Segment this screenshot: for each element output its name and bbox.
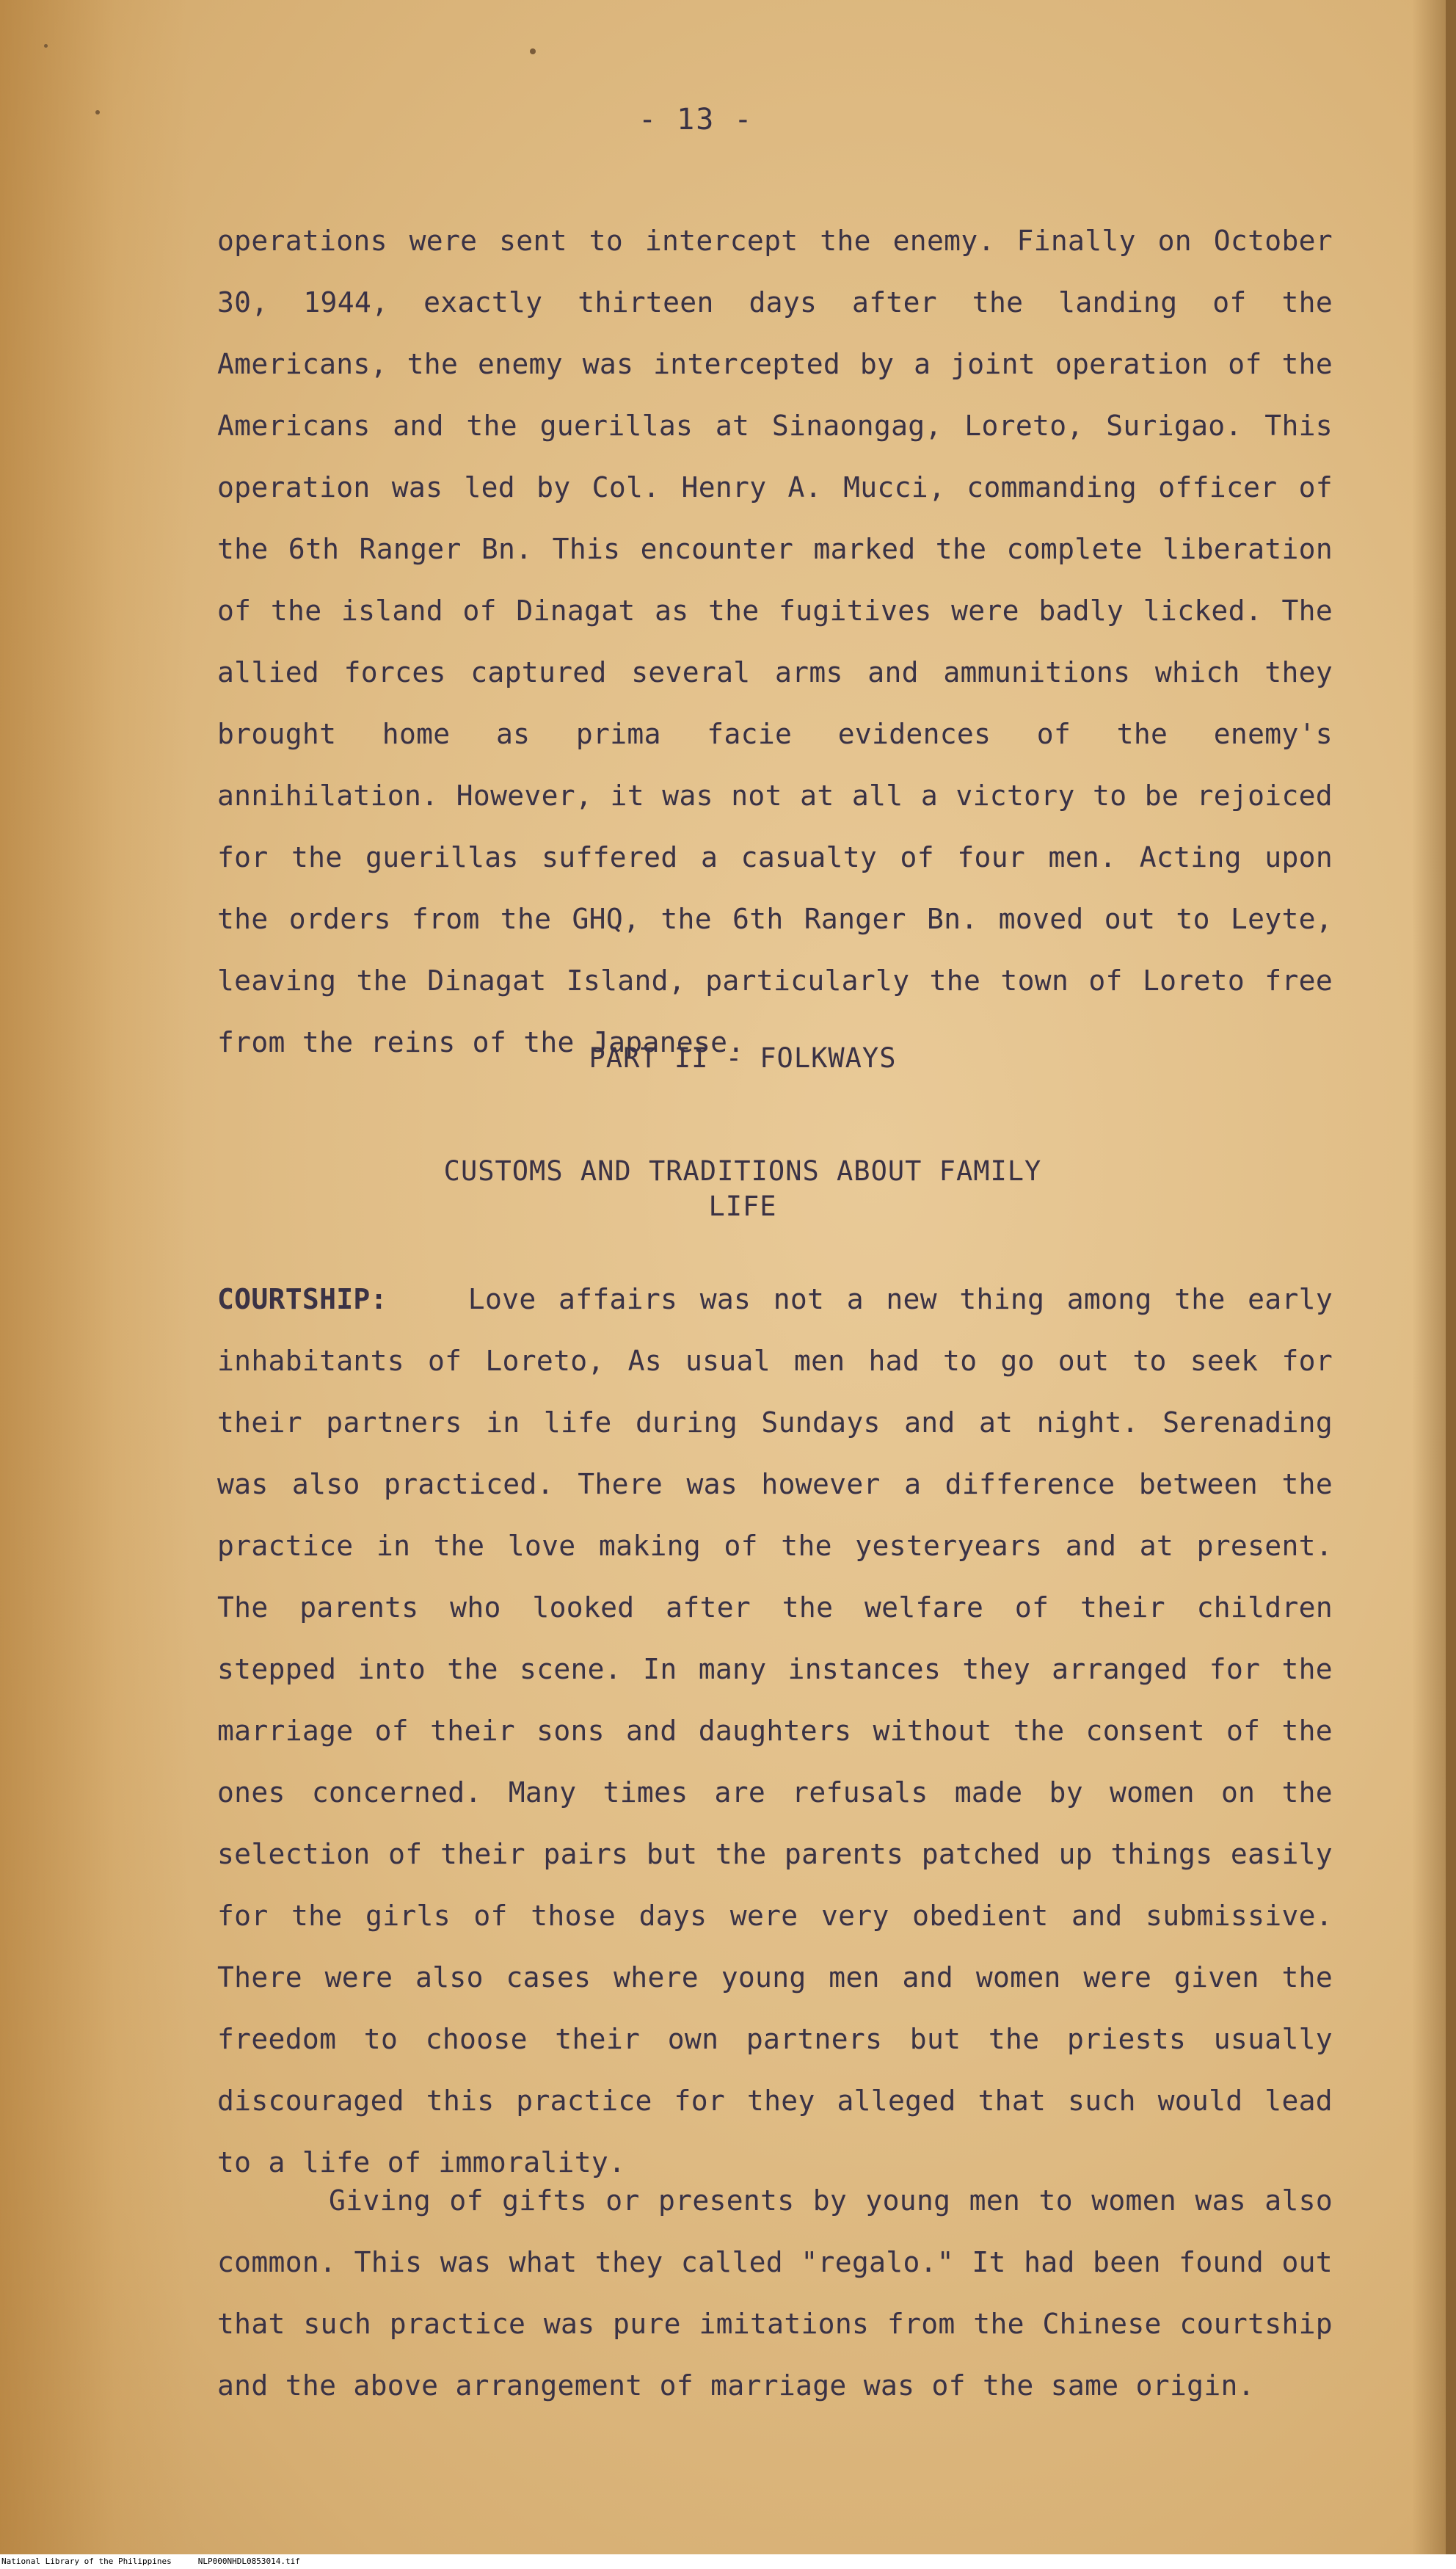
paper-speck [44,44,48,48]
section-heading-line-1: CUSTOMS AND TRADITIONS ABOUT FAMILY [443,1155,1042,1187]
page-number: - 13 - [638,103,754,137]
paragraph-gifts: Giving of gifts or presents by young men to women was also common. This was what they called "regalo." It had been found out that such practice was pure imitations from the Chinese courtship and the above arrangement of marriage was of the same origin. [217,2184,1333,2402]
footer-file-id: NLP000NHDL0853014.tif [197,2557,300,2566]
paper-speck [95,110,100,115]
page-edge [1446,0,1456,2554]
paragraph-courtship [217,1268,1333,2193]
footer-library: National Library of the Philippines [1,2557,172,2566]
courtship-label: COURTSHIP: [217,1283,387,1315]
page-shadow-left [0,0,191,2554]
courtship-text: Love affairs was not a new thing among the early inhabitants of Loreto, As usual men had to go out to seek for their partners in life during Sundays and at night. Serenading was also practiced. There was however a difference between the practice in the love making of the yesteryears and at present. The parents who looked after the welfare of their children stepped into the scene. In many instances they arranged for the marriage of their sons and daughters without the consent of the ones concerned. Many times are refusals made by women on the selection of their pairs but the parents patched up things easily for the girls of those days were very obedient and submissive. There were also cases where young men and women were given the freedom to choose their own partners but the priests usually discouraged this practice for they alleged that such would lead to a life of immorality. [217,1283,1333,2179]
section-heading-line-2: LIFE [708,1191,777,1222]
section-heading [0,1154,1456,1224]
part-heading: PART II - FOLKWAYS [589,1042,897,1074]
scan-footer [0,2554,1456,2569]
paper-speck [530,48,536,54]
paragraph-liberation: operations were sent to intercept the enemy. Finally on October 30, 1944, exactly thirteen days after the landing of the Americans, the enemy was intercepted by a joint operation of the Americans and the guerillas at Sinaongag, Loreto, Surigao. This operation was led by Col. Henry A. Mucci, commanding officer of the 6th Ranger Bn. This encounter marked the complete liberation of the island of Dinagat as the fugitives were badly licked. The allied forces captured several arms and ammunitions which they brought home as prima facie evidences of the enemy's annihilation. However, it was not at all a victory to be rejoiced for the guerillas suffered a casualty of four men. Acting upon the orders from the GHQ, the 6th Ranger Bn. moved out to Leyte, leaving the Dinagat Island, particularly the town of Loreto free from the reins of the Japanese. [217,225,1333,1058]
